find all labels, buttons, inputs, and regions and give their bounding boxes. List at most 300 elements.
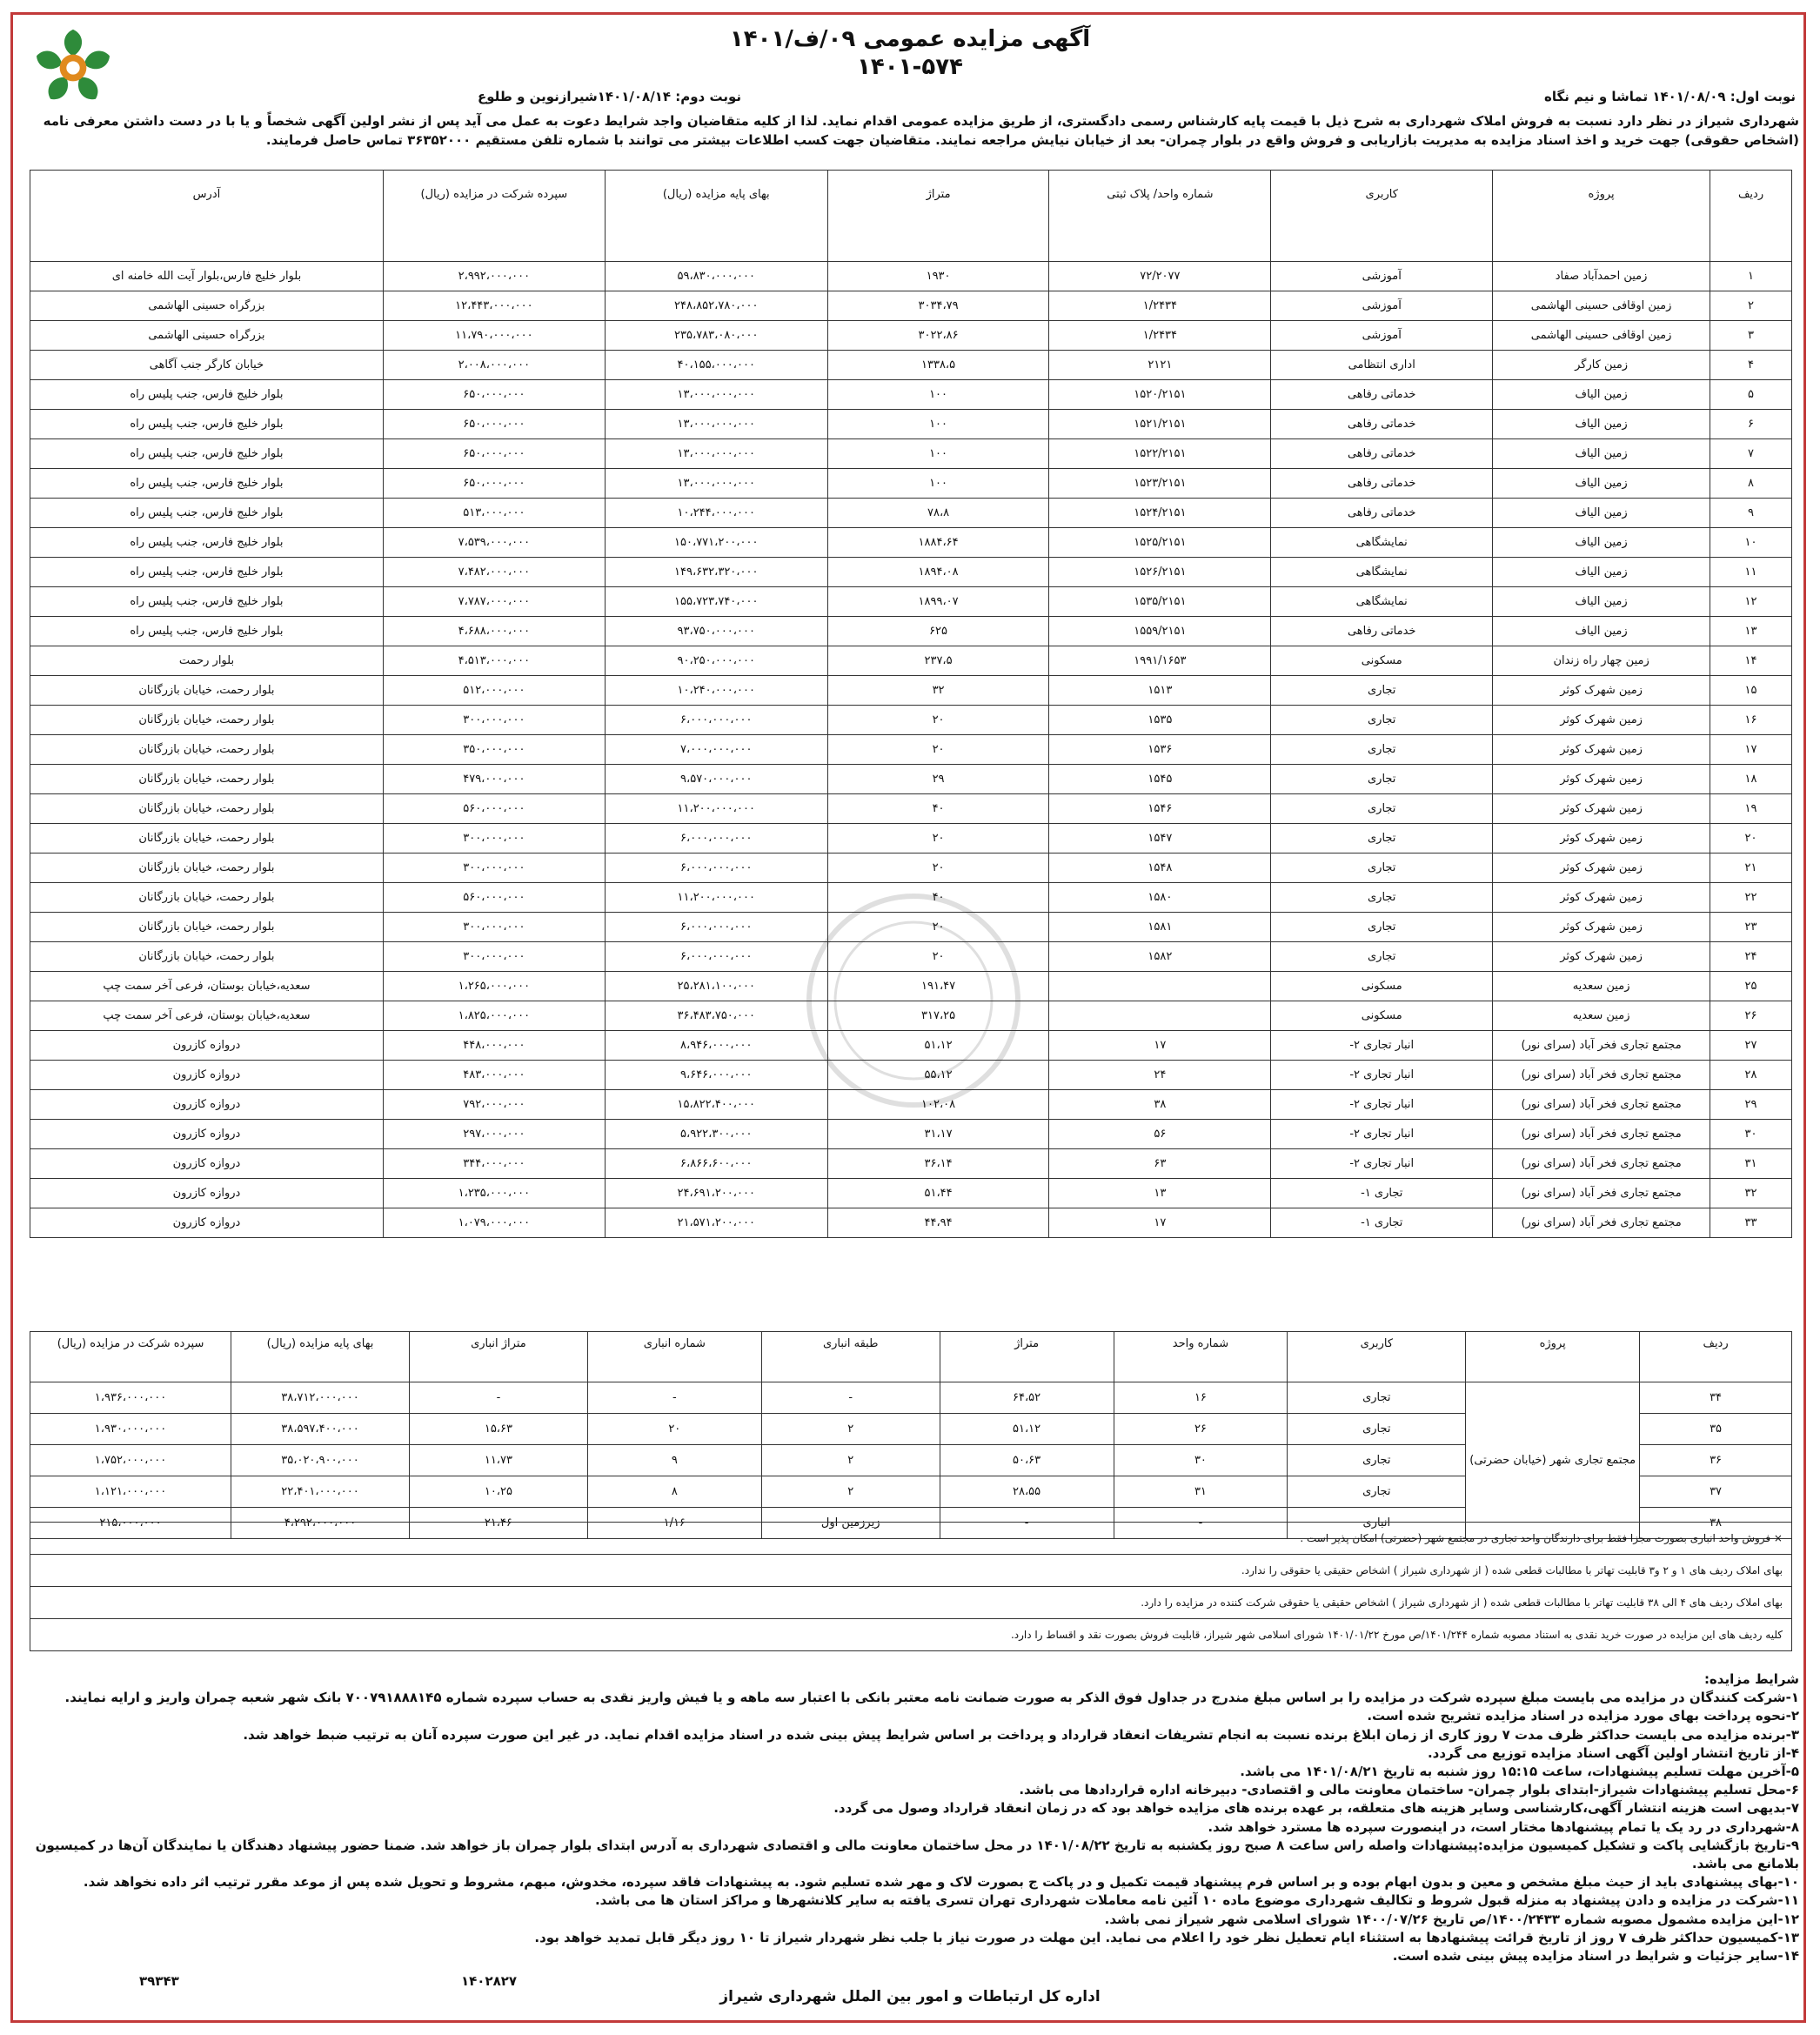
table-cell: ۲،۹۹۲،۰۰۰،۰۰۰ (383, 262, 605, 291)
footer-office: اداره کل ارتباطات و امور بین الملل شهرداری شیراز (719, 1988, 1101, 2005)
table-cell: مجتمع تجاری فخر آباد (سرای نور) (1493, 1090, 1710, 1120)
table-cell: ۳۰۰،۰۰۰،۰۰۰ (383, 706, 605, 735)
table-cell: ۴۰،۱۵۵،۰۰۰،۰۰۰ (605, 351, 827, 380)
table-cell: - (409, 1382, 587, 1414)
table-cell: ۹،۶۴۶،۰۰۰،۰۰۰ (605, 1061, 827, 1090)
table-cell: ۴۰ (827, 883, 1049, 913)
table-cell: ۱۱ (1710, 558, 1792, 587)
table-cell: ۱۵۸۲ (1049, 942, 1271, 972)
note-line: کلیه ردیف های این مزایده در صورت خرید نقدی به استناد مصوبه شماره ۱۴۰۱/۲۴۴/ص مورخ ۱۴۰۱/۰۱/۲۲ شورای اسلامی شهر شیراز، قابلیت فروش بصورت نقد و اقساط را دارد. (30, 1619, 1792, 1651)
table-cell: ۲۱۲۱ (1049, 351, 1271, 380)
page-title: آگهی مزایده عمومی ۰۹/ف/۱۴۰۱ (729, 26, 1091, 52)
table-cell: ۴۰ (827, 794, 1049, 824)
table-cell: - (761, 1382, 940, 1414)
table-cell: ۶۵۰،۰۰۰،۰۰۰ (383, 410, 605, 439)
table-cell: ۶۵۰،۰۰۰،۰۰۰ (383, 380, 605, 410)
table-cell: دروازه کازرون (30, 1031, 384, 1061)
table-cell: ۱۹ (1710, 794, 1792, 824)
table-cell: بلوار خلیج فارس، جنب پلیس راه (30, 439, 384, 469)
condition-item: ۱۲-این مزایده مشمول مصوبه شماره ۱۴۰۰/۲۴۳۳/ص تاریخ ۱۴۰۰/۰۷/۲۶ شورای اسلامی شهر شیراز نمی باشد. (1104, 1911, 1799, 1927)
table-cell: ۱ (1710, 262, 1792, 291)
table-row (30, 942, 1792, 972)
table-cell: ۷،۴۸۲،۰۰۰،۰۰۰ (383, 558, 605, 587)
table-cell: بلوار خلیج فارس، جنب پلیس راه (30, 469, 384, 499)
table-cell: بلوار رحمت، خیابان بازرگانان (30, 883, 384, 913)
table-cell: ۹ (587, 1445, 761, 1476)
table-cell: ۵،۹۲۲،۳۰۰،۰۰۰ (605, 1120, 827, 1149)
table-cell: ۹،۵۷۰،۰۰۰،۰۰۰ (605, 765, 827, 794)
table-cell: بلوار خلیج فارس، جنب پلیس راه (30, 617, 384, 646)
table-cell: زمین شهرک کوثر (1493, 676, 1710, 706)
table-cell: ۶،۸۶۶،۶۰۰،۰۰۰ (605, 1149, 827, 1179)
table-cell: انبار تجاری ۲- (1271, 1120, 1493, 1149)
table-cell: ۳۰ (1710, 1120, 1792, 1149)
footer-code: ۱۴۰۲۸۲۷ (461, 1973, 518, 1989)
col-header: شماره انباری (587, 1332, 761, 1382)
table-cell: ۴۷۹،۰۰۰،۰۰۰ (383, 765, 605, 794)
table-cell: بلوار خلیج فارس،بلوار آیت الله خامنه ای (30, 262, 384, 291)
table-cell: ۲۳۷،۵ (827, 646, 1049, 676)
table-row (30, 706, 1792, 735)
table-cell: ۱۴ (1710, 646, 1792, 676)
table-cell: ۲۰ (827, 824, 1049, 853)
table-cell: بلوار رحمت، خیابان بازرگانان (30, 913, 384, 942)
table-cell: ۱،۸۲۵،۰۰۰،۰۰۰ (383, 1001, 605, 1031)
table-cell: زمین الیاف (1493, 380, 1710, 410)
table-cell: بلوار خلیج فارس، جنب پلیس راه (30, 499, 384, 528)
table-cell: ۳۱،۱۷ (827, 1120, 1049, 1149)
condition-item: ۴-از تاریخ انتشار اولین آگهی اسناد مزایده توزیع می گردد. (1427, 1744, 1799, 1761)
table-cell: - (1114, 1508, 1288, 1539)
table-cell: ۱/۲۴۳۴ (1049, 321, 1271, 351)
table-cell: ۱۵۲۳/۲۱۵۱ (1049, 469, 1271, 499)
table-cell: ۱۳،۰۰۰،۰۰۰،۰۰۰ (605, 410, 827, 439)
table-cell: ۱۵۲۴/۲۱۵۱ (1049, 499, 1271, 528)
note-line: بهای املاک ردیف های ۴ الی ۳۸ قابلیت تهاتر با مطالبات قطعی شده ( از شهرداری شیراز ) اشخاص حقیقی یا حقوقی شرکت کننده در مزایده را دارد. (30, 1587, 1792, 1619)
table-cell: انبار تجاری ۲- (1271, 1061, 1493, 1090)
footer-code: ۳۹۳۴۳ (139, 1973, 179, 1989)
table-cell: خدماتی رفاهی (1271, 410, 1493, 439)
table-cell: ۲۰ (827, 913, 1049, 942)
col-header: متراژ انباری (409, 1332, 587, 1382)
table-cell: ۶۳ (1049, 1149, 1271, 1179)
table-cell: مسکونی (1271, 972, 1493, 1001)
table-cell: ۲۲ (1710, 883, 1792, 913)
table-cell: ۳۱۷،۲۵ (827, 1001, 1049, 1031)
table-cell: ۱۰۰ (827, 439, 1049, 469)
table-cell: ۳۷ (1640, 1476, 1792, 1508)
table-row (30, 499, 1792, 528)
table-cell: تجاری (1288, 1445, 1466, 1476)
table-cell: ۱۳۳۸،۵ (827, 351, 1049, 380)
table-cell: ۲۰ (827, 853, 1049, 883)
intro-paragraph: شهرداری شیراز در نظر دارد نسبت به فروش املاک شهرداری به شرح ذیل با قیمت پایه کارشناس رسمی دادگستری، از طریق مزایده عمومی اقدام نماید. لذا از کلیه متقاضیان واجد شرایط دعوت به عمل می آید پس از نشر اولین آگهی شخصاً و یا با در دست داشتن معرفی نامه (اشخاص حقوقی) جهت خرید و اخذ اسناد مزایده به مدیریت بازاریابی و فروش واقع در بلوار چمران- بعد از خیابان نیایش مراجعه نمایند. متقاضیان جهت کسب اطلاعات بیشتر می توانند با شماره تلفن مستقیم ۳۶۳۵۲۰۰۰ تماس حاصل فرمایند. (43, 113, 1799, 148)
second-turn: نوبت دوم: ۱۴۰۱/۰۸/۱۴شیرازنوین و طلوع (477, 89, 741, 104)
table-cell: ۲۴ (1049, 1061, 1271, 1090)
table-cell: ۴،۵۱۳،۰۰۰،۰۰۰ (383, 646, 605, 676)
condition-item: ۱۴-سایر جزئیات و شرایط در اسناد مزایده پیش بینی شده است. (1392, 1948, 1799, 1965)
table-cell: ۱۳ (1710, 617, 1792, 646)
table-row (30, 1001, 1792, 1031)
condition-item: ۵-آخرین مهلت تسلیم پیشنهادات، ساعت ۱۵:۱۵ روز شنبه به تاریخ ۱۴۰۱/۰۸/۲۱ می باشد. (1240, 1764, 1799, 1780)
table-cell: ۶،۰۰۰،۰۰۰،۰۰۰ (605, 706, 827, 735)
table-row (30, 321, 1792, 351)
table-cell: ۲۰ (827, 942, 1049, 972)
table-cell: زیرزمین اول (761, 1508, 940, 1539)
table-cell: زمین شهرک کوثر (1493, 824, 1710, 853)
col-header: متراژ (827, 171, 1049, 262)
table-cell: ۳۰۰،۰۰۰،۰۰۰ (383, 913, 605, 942)
table-cell: خدماتی رفاهی (1271, 439, 1493, 469)
table-cell: نمایشگاهی (1271, 587, 1493, 617)
table-cell: ۷،۰۰۰،۰۰۰،۰۰۰ (605, 735, 827, 765)
table-cell: ۱۵۲۲/۲۱۵۱ (1049, 439, 1271, 469)
table-cell: زمین الیاف (1493, 439, 1710, 469)
table-cell: ۲۹ (827, 765, 1049, 794)
table-cell (1049, 1001, 1271, 1031)
table-row (30, 794, 1792, 824)
table-cell: ۱۵۴۸ (1049, 853, 1271, 883)
table-cell: تجاری (1288, 1476, 1466, 1508)
table-cell: ۷۲/۲۰۷۷ (1049, 262, 1271, 291)
table-cell: انبار تجاری ۲- (1271, 1149, 1493, 1179)
table-row (30, 883, 1792, 913)
table-cell: ۹۳،۷۵۰،۰۰۰،۰۰۰ (605, 617, 827, 646)
col-header: متراژ (940, 1332, 1114, 1382)
table-row (30, 558, 1792, 587)
table-cell: ۱۵۴۵ (1049, 765, 1271, 794)
table-cell: بلوار رحمت (30, 646, 384, 676)
table-cell: تجاری (1271, 676, 1493, 706)
table-cell: ۳۰۰،۰۰۰،۰۰۰ (383, 853, 605, 883)
table-cell: ۱۱،۲۰۰،۰۰۰،۰۰۰ (605, 794, 827, 824)
table-cell: ۱۸ (1710, 765, 1792, 794)
table-cell: ۳۵۰،۰۰۰،۰۰۰ (383, 735, 605, 765)
table-cell: آموزشی (1271, 291, 1493, 321)
table-cell: ۲۴،۶۹۱،۲۰۰،۰۰۰ (605, 1179, 827, 1208)
condition-item: ۶-محل تسلیم پیشنهادات شیراز-ابتدای بلوار چمران- ساختمان معاونت مالی و اقتصادی- دبیرخانه اداره قراردادها می باشد. (1019, 1782, 1799, 1798)
note-line: بهای املاک ردیف های ۱ و ۲ و۳ قابلیت تهاتر با مطالبات قطعی شده ( از شهرداری شیراز ) اشخاص حقیقی یا حقوقی را ندارد. (30, 1555, 1792, 1587)
table-cell: بلوار خلیج فارس، جنب پلیس راه (30, 558, 384, 587)
table-cell: ۲۴ (1710, 942, 1792, 972)
table-cell: بلوار رحمت، خیابان بازرگانان (30, 824, 384, 853)
table-cell: بلوار رحمت، خیابان بازرگانان (30, 735, 384, 765)
table-cell: ۱،۷۵۲،۰۰۰،۰۰۰ (30, 1445, 231, 1476)
table-cell: ۳۱ (1114, 1476, 1288, 1508)
table-cell: ۲۴۸،۸۵۲،۷۸۰،۰۰۰ (605, 291, 827, 321)
table-cell: ۲۱۵،۰۰۰،۰۰۰ (30, 1508, 231, 1539)
table-cell: ۱۵۰،۷۷۱،۲۰۰،۰۰۰ (605, 528, 827, 558)
table-cell: زمین الیاف (1493, 528, 1710, 558)
table-cell: ۱/۱۶ (587, 1508, 761, 1539)
table-cell: ۱۵۴۷ (1049, 824, 1271, 853)
table-cell: ۳۶،۴۸۳،۷۵۰،۰۰۰ (605, 1001, 827, 1031)
table-cell: خدماتی رفاهی (1271, 499, 1493, 528)
table-cell: زمین الیاف (1493, 410, 1710, 439)
table-row (30, 410, 1792, 439)
table-cell: دروازه کازرون (30, 1090, 384, 1120)
table-row (30, 1120, 1792, 1149)
table-cell: ۱۹۹۱/۱۶۵۳ (1049, 646, 1271, 676)
commercial-complex-table (30, 1331, 1792, 1539)
conditions-title: شرایط مزایده: (1703, 1671, 1799, 1687)
table-cell: ۲۶ (1710, 1001, 1792, 1031)
table-cell: ۱۰۲،۰۸ (827, 1090, 1049, 1120)
table-cell: ۳۸ (1049, 1090, 1271, 1120)
table-cell: ۱۰،۲۴۴،۰۰۰،۰۰۰ (605, 499, 827, 528)
table-row (30, 380, 1792, 410)
table-cell: ۱۵۲۵/۲۱۵۱ (1049, 528, 1271, 558)
table-cell: زمین الیاف (1493, 558, 1710, 587)
table-cell: ۲۱ (1710, 853, 1792, 883)
table-cell: بلوار رحمت، خیابان بازرگانان (30, 794, 384, 824)
table-row (30, 1179, 1792, 1208)
table-cell: ۷،۵۳۹،۰۰۰،۰۰۰ (383, 528, 605, 558)
table-cell: زمین اوقافی حسینی الهاشمی (1493, 321, 1710, 351)
table-cell: تجاری ۱- (1271, 1179, 1493, 1208)
table-cell: ۳۱ (1710, 1149, 1792, 1179)
table-cell: ۷،۷۸۷،۰۰۰،۰۰۰ (383, 587, 605, 617)
table-cell: زمین الیاف (1493, 499, 1710, 528)
table-row (30, 735, 1792, 765)
table-cell: آموزشی (1271, 321, 1493, 351)
col-header: ردیف (1640, 1332, 1792, 1382)
table-row (30, 1382, 1792, 1414)
table-cell: ۱۱،۷۳ (409, 1445, 587, 1476)
table-cell: ۱۷ (1710, 735, 1792, 765)
table-cell: ۲۰ (1710, 824, 1792, 853)
table-cell: بزرگراه حسینی الهاشمی (30, 321, 384, 351)
table-cell: ۲۸ (1710, 1061, 1792, 1090)
table-cell: ۱۷ (1049, 1031, 1271, 1061)
table-cell: ۲۲،۴۰۱،۰۰۰،۰۰۰ (231, 1476, 410, 1508)
table-cell: ۱۴۹،۶۳۲،۳۲۰،۰۰۰ (605, 558, 827, 587)
table-cell: ۶،۰۰۰،۰۰۰،۰۰۰ (605, 942, 827, 972)
table-cell: ۱۶ (1114, 1382, 1288, 1414)
table-cell: ۱۹۳۰ (827, 262, 1049, 291)
table-row (30, 587, 1792, 617)
table-cell: ۸ (587, 1476, 761, 1508)
table-header-row (30, 171, 1792, 262)
table-cell: مجتمع تجاری فخر آباد (سرای نور) (1493, 1061, 1710, 1090)
table-cell: ۲۵،۲۸۱،۱۰۰،۰۰۰ (605, 972, 827, 1001)
col-header: سپرده شرکت در مزایده (ریال) (30, 1332, 231, 1382)
table-cell: نمایشگاهی (1271, 558, 1493, 587)
table-cell: ۱۳،۰۰۰،۰۰۰،۰۰۰ (605, 469, 827, 499)
table-cell: بلوار رحمت، خیابان بازرگانان (30, 942, 384, 972)
table-row (30, 853, 1792, 883)
table-cell: ۵۱۲،۰۰۰،۰۰۰ (383, 676, 605, 706)
table-cell: زمین سعدیه (1493, 1001, 1710, 1031)
table-cell: ۱۰۰ (827, 380, 1049, 410)
table-cell: ۸ (1710, 469, 1792, 499)
table-cell: ۱۰۰ (827, 410, 1049, 439)
table-cell: ۶۴،۵۲ (940, 1382, 1114, 1414)
table-cell: ۹۰،۲۵۰،۰۰۰،۰۰۰ (605, 646, 827, 676)
table-cell: ۵۱۳،۰۰۰،۰۰۰ (383, 499, 605, 528)
table-cell: ۱۳ (1049, 1179, 1271, 1208)
table-cell: ۲۸،۵۵ (940, 1476, 1114, 1508)
table-cell: ۴۴۸،۰۰۰،۰۰۰ (383, 1031, 605, 1061)
table-cell: ۵۹،۸۳۰،۰۰۰،۰۰۰ (605, 262, 827, 291)
table-row (30, 972, 1792, 1001)
table-cell: ۴۴،۹۴ (827, 1208, 1049, 1238)
condition-item: ۱۰-بهای پیشنهادی باید از حیث مبلغ مشخص و معین و بدون ابهام بوده و بر اساس فرم پیشنهاد قیمت تکمیل و در پاکت ج بصورت لاک و مهر شده تسلیم شود. به پیشنهادات فاقد سپرده، مخدوش، مبهم، مشروط و تحویل شده پس از موعد مقرر ترتیب اثر داده نخواهد شد. (83, 1874, 1799, 1891)
table-cell: مجتمع تجاری فخر آباد (سرای نور) (1493, 1031, 1710, 1061)
table-cell: ۱۸۹۹،۰۷ (827, 587, 1049, 617)
table-cell: آموزشی (1271, 262, 1493, 291)
table-cell: بلوار خلیج فارس، جنب پلیس راه (30, 587, 384, 617)
table-cell: ۶،۰۰۰،۰۰۰،۰۰۰ (605, 913, 827, 942)
table-cell: ۳۰ (1114, 1445, 1288, 1476)
table-cell: ۱۵۲۰/۲۱۵۱ (1049, 380, 1271, 410)
table-cell: ۱۵۸۱ (1049, 913, 1271, 942)
table-cell: زمین شهرک کوثر (1493, 853, 1710, 883)
col-header: پروژه (1493, 171, 1710, 262)
table-cell: نمایشگاهی (1271, 528, 1493, 558)
table-cell: ۱،۰۷۹،۰۰۰،۰۰۰ (383, 1208, 605, 1238)
table-cell: ۱،۹۳۰،۰۰۰،۰۰۰ (30, 1414, 231, 1445)
col-header: آدرس (30, 171, 384, 262)
table-cell: ۱۲،۴۴۳،۰۰۰،۰۰۰ (383, 291, 605, 321)
table-cell: زمین احمدآباد صفاد (1493, 262, 1710, 291)
table-cell: خدماتی رفاهی (1271, 617, 1493, 646)
table-cell: ۶ (1710, 410, 1792, 439)
table-cell: مجتمع تجاری فخر آباد (سرای نور) (1493, 1149, 1710, 1179)
table-cell: ۱۵۱۳ (1049, 676, 1271, 706)
table-cell: زمین شهرک کوثر (1493, 913, 1710, 942)
table-cell: ۱۰۰ (827, 469, 1049, 499)
table-cell: انبار تجاری ۲- (1271, 1090, 1493, 1120)
table-cell: ۵۱،۱۲ (827, 1031, 1049, 1061)
table-cell: ۱۵،۸۲۲،۴۰۰،۰۰۰ (605, 1090, 827, 1120)
table-cell: ۷۹۲،۰۰۰،۰۰۰ (383, 1090, 605, 1120)
table-cell: زمین شهرک کوثر (1493, 942, 1710, 972)
table-cell: زمین شهرک کوثر (1493, 883, 1710, 913)
table-cell: زمین الیاف (1493, 617, 1710, 646)
table-cell: ۱۲ (1710, 587, 1792, 617)
table-cell: زمین الیاف (1493, 587, 1710, 617)
table-cell: ۳۲ (1710, 1179, 1792, 1208)
table-cell: سعدیه،خیابان بوستان، فرعی آخر سمت چپ (30, 972, 384, 1001)
table-cell: ۱۰،۲۵ (409, 1476, 587, 1508)
table-cell: ۳۸،۵۹۷،۴۰۰،۰۰۰ (231, 1414, 410, 1445)
table-row (30, 676, 1792, 706)
table-cell: ۳۰۰،۰۰۰،۰۰۰ (383, 942, 605, 972)
condition-item: ۱۱-شرکت در مزایده و دادن پیشنهاد به منزله قبول شروط و تکالیف شهرداری موضوع ماده ۱۰ آئین نامه معاملات شهرداری تهران تسری یافته به سایر کلانشهرها و مراکز استان ها می باشد. (594, 1892, 1799, 1909)
project-cell: مجتمع تجاری شهر (خیابان حضرتی) (1466, 1382, 1640, 1539)
table-cell: ۵۶۰،۰۰۰،۰۰۰ (383, 883, 605, 913)
table-cell: ۱۳،۰۰۰،۰۰۰،۰۰۰ (605, 380, 827, 410)
table-cell: خدماتی رفاهی (1271, 380, 1493, 410)
table-cell: ۲ (761, 1476, 940, 1508)
table-cell: ۱۵۵۹/۲۱۵۱ (1049, 617, 1271, 646)
table-cell: ۲ (761, 1445, 940, 1476)
table-cell: ۳۵،۰۲۰،۹۰۰،۰۰۰ (231, 1445, 410, 1476)
col-header: طبقه انباری (761, 1332, 940, 1382)
table-row (30, 765, 1792, 794)
table-cell: ۵۶۰،۰۰۰،۰۰۰ (383, 794, 605, 824)
table-cell: تجاری (1271, 735, 1493, 765)
table-row (30, 1208, 1792, 1238)
table-row (30, 1090, 1792, 1120)
table-cell: ۱۰،۲۴۰،۰۰۰،۰۰۰ (605, 676, 827, 706)
notice-number: ۱۴۰۱-۵۷۴ (857, 54, 963, 80)
table-cell: - (587, 1382, 761, 1414)
table-cell: ۲،۰۰۸،۰۰۰،۰۰۰ (383, 351, 605, 380)
table-cell: ۲۰ (827, 735, 1049, 765)
table-cell: ۲۵ (1710, 972, 1792, 1001)
col-header: کاربری (1288, 1332, 1466, 1382)
table-cell: ۳۴ (1640, 1382, 1792, 1414)
table-cell: ۱۵۳۶ (1049, 735, 1271, 765)
table-cell: تجاری (1271, 794, 1493, 824)
condition-item: ۱۳-کمیسیون حداکثر ظرف ۷ روز از تاریخ قرائت پیشنهادها به استثناء ایام تعطیل نظر خود را اعلام می نماید. این مهلت در صورت نیاز با جلب نظر شهردار شیراز تا ۱۰ روز دیگر قابل تمدید خواهد بود. (534, 1929, 1799, 1945)
table-cell: ۲۹۷،۰۰۰،۰۰۰ (383, 1120, 605, 1149)
table-cell: مجتمع تجاری فخر آباد (سرای نور) (1493, 1208, 1710, 1238)
table-cell: ۱۳،۰۰۰،۰۰۰،۰۰۰ (605, 439, 827, 469)
table-cell: تجاری ۱- (1271, 1208, 1493, 1238)
table-cell: - (940, 1508, 1114, 1539)
table-cell: ۱۱،۷۹۰،۰۰۰،۰۰۰ (383, 321, 605, 351)
table-cell: ۵۱،۱۲ (940, 1414, 1114, 1445)
table-cell: تجاری (1288, 1414, 1466, 1445)
table-cell: ۱،۹۳۶،۰۰۰،۰۰۰ (30, 1382, 231, 1414)
condition-item: ۹-تاریخ بازگشایی پاکت و تشکیل کمیسیون مزایده:پیشنهادات واصله راس ساعت ۸ صبح روز یکشنبه به تاریخ ۱۴۰۱/۰۸/۲۲ در محل ساختمان معاونت مالی و اقتصادی شهرداری به آدرس ابتدای بلوار چمران باز خواهد شد. ضمنا حضور پیشنهاد دهندگان یا نمایندگان آن‌ها در کمیسیون بلامانع می باشد. (35, 1837, 1799, 1872)
table-cell: ۱۵۳۵ (1049, 706, 1271, 735)
table-row (30, 824, 1792, 853)
table-cell: ۶۵۰،۰۰۰،۰۰۰ (383, 469, 605, 499)
table-cell: ۱۵۲۶/۲۱۵۱ (1049, 558, 1271, 587)
table-cell: زمین الیاف (1493, 469, 1710, 499)
table-cell: ۲۳ (1710, 913, 1792, 942)
table-cell: ۳۵ (1640, 1414, 1792, 1445)
table-cell: ۷ (1710, 439, 1792, 469)
table-cell: ۱۵،۶۳ (409, 1414, 587, 1445)
table-row (30, 291, 1792, 321)
table-cell: ۳۴۴،۰۰۰،۰۰۰ (383, 1149, 605, 1179)
table-cell: اداری انتظامی (1271, 351, 1493, 380)
table-cell: زمین چهار راه زندان (1493, 646, 1710, 676)
table-cell: ۲ (761, 1414, 940, 1445)
table-cell: زمین شهرک کوثر (1493, 706, 1710, 735)
table-row (30, 351, 1792, 380)
table-cell: ۱۹۱،۴۷ (827, 972, 1049, 1001)
table-cell: زمین شهرک کوثر (1493, 765, 1710, 794)
table-cell: ۱،۲۳۵،۰۰۰،۰۰۰ (383, 1179, 605, 1208)
table-cell: ۳۰۰،۰۰۰،۰۰۰ (383, 824, 605, 853)
table-row (30, 617, 1792, 646)
table-cell: ۳۳ (1710, 1208, 1792, 1238)
table-cell: مجتمع تجاری فخر آباد (سرای نور) (1493, 1120, 1710, 1149)
table-row (30, 262, 1792, 291)
table-cell: تجاری (1271, 853, 1493, 883)
table-cell: ۴۸۳،۰۰۰،۰۰۰ (383, 1061, 605, 1090)
table-cell: زمین شهرک کوثر (1493, 794, 1710, 824)
table-cell: ۱۵ (1710, 676, 1792, 706)
table-row (30, 439, 1792, 469)
table-cell: ۱/۲۴۳۴ (1049, 291, 1271, 321)
table-header-row (30, 1332, 1792, 1382)
table-cell: ۹ (1710, 499, 1792, 528)
table-cell: ۲ (1710, 291, 1792, 321)
table-cell: انبار تجاری ۲- (1271, 1031, 1493, 1061)
col-header: ردیف (1710, 171, 1792, 262)
condition-item: ۷-بدیهی است هزینه انتشار آگهی،کارشناسی وسایر هزینه های متعلقه، بر عهده برنده های مزایده خواهد بود که در زمان انعقاد قرارداد وصول می گردد. (833, 1800, 1799, 1817)
table-cell: ۵۶ (1049, 1120, 1271, 1149)
table-cell: بلوار رحمت، خیابان بازرگانان (30, 676, 384, 706)
table-cell: ۲۱،۵۷۱،۲۰۰،۰۰۰ (605, 1208, 827, 1238)
